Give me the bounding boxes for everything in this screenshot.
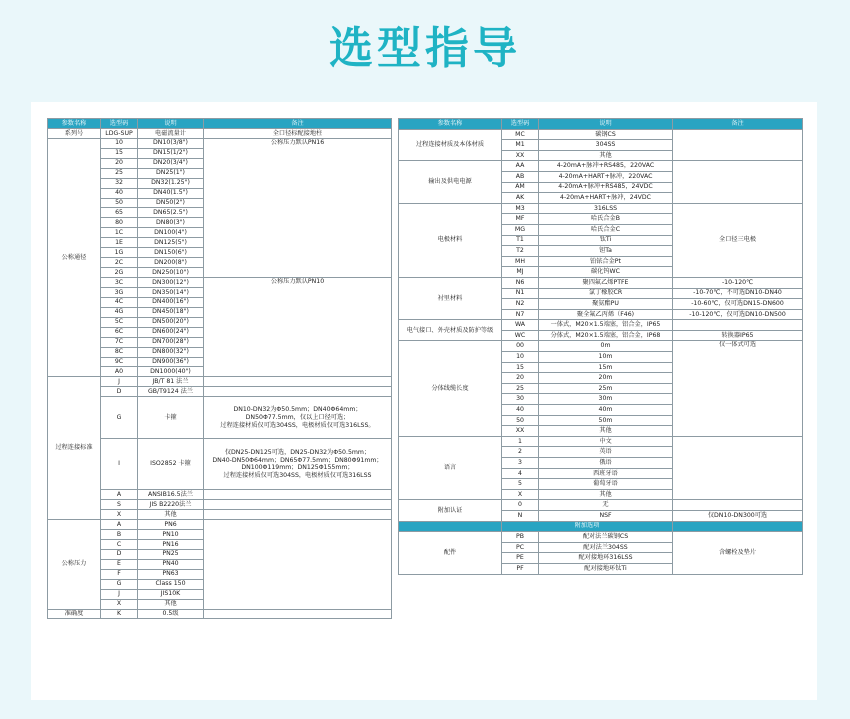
note-line: DN10-DN32为Φ50.5mm；DN40Φ64mm； [233, 406, 362, 414]
option-desc: DN500(20") [138, 317, 204, 327]
table-row [48, 609, 392, 619]
table-row [399, 341, 803, 352]
option-desc: 配对接地环316LSS [539, 553, 673, 564]
option-note [673, 320, 803, 331]
option-code: PC [502, 542, 539, 553]
option-code: 5C [101, 317, 138, 327]
option-desc: DN25(1") [138, 168, 204, 178]
option-code: WA [502, 320, 539, 331]
option-desc: 其他 [539, 426, 673, 437]
option-code: 2C [101, 258, 138, 268]
table-row [399, 203, 803, 214]
option-code: N2 [502, 299, 539, 310]
option-code: 40 [502, 405, 539, 416]
table-row [399, 277, 803, 288]
option-code: 3G [101, 287, 138, 297]
option-code: 30 [502, 394, 539, 405]
option-desc: DN125(5") [138, 238, 204, 248]
option-desc: 中文 [539, 436, 673, 447]
note-line: 过程连接材质仅可选304SS，电极材质仅可选316LSS。 [220, 421, 375, 429]
column-header: 选型码 [502, 119, 539, 130]
option-code: 5 [502, 479, 539, 490]
table-row [399, 500, 803, 511]
option-code: X [101, 599, 138, 609]
option-code: 9C [101, 357, 138, 367]
column-header: 说明 [539, 119, 673, 130]
param-name: 配件 [399, 532, 502, 574]
option-desc: 其他 [138, 510, 204, 520]
option-desc: 4-20mA+HART+脉冲，24VDC [539, 193, 673, 204]
option-desc: 0m [539, 341, 673, 352]
option-desc: DN400(16") [138, 297, 204, 307]
option-code: 25 [101, 168, 138, 178]
option-desc: 配对法兰碳钢CS [539, 532, 673, 543]
note-line: DN40-DN50Φ64mm；DN65Φ77.5mm；DN80Φ91mm； [212, 456, 383, 464]
table-row [399, 436, 803, 447]
option-code: PF [502, 563, 539, 574]
option-desc: PN6 [138, 520, 204, 530]
param-name: 语言 [399, 436, 502, 500]
option-note [673, 436, 803, 500]
selection-guide-panel [31, 102, 817, 700]
option-code: A0 [101, 367, 138, 377]
option-note [673, 500, 803, 511]
option-desc: DN1000(40") [138, 367, 204, 377]
option-code: 50 [502, 415, 539, 426]
subhead-spacer [399, 521, 502, 532]
option-code: D [101, 549, 138, 559]
param-name: 电气接口、外壳材质及防护等级 [399, 320, 502, 341]
option-code: 25 [502, 383, 539, 394]
option-desc: 卡箍 [138, 397, 204, 439]
option-code: A [101, 490, 138, 500]
column-header: 参数名称 [48, 119, 101, 129]
param-name: 附加认证 [399, 500, 502, 521]
option-note: 转换器IP65 [673, 330, 803, 341]
param-name: 衬里材料 [399, 277, 502, 319]
option-desc: JB/T 81 法兰 [138, 377, 204, 387]
option-note: -10-60℃，仅可选DN15-DN600 [673, 299, 803, 310]
option-code: M3 [502, 203, 539, 214]
option-code: 2G [101, 268, 138, 278]
option-desc: DN250(10") [138, 268, 204, 278]
option-desc: 4-20mA+脉冲+RS485，24VDC [539, 182, 673, 193]
option-desc: 英语 [539, 447, 673, 458]
option-code: M1 [502, 140, 539, 151]
option-code: MC [502, 129, 539, 140]
left-selection-table [47, 118, 392, 619]
option-code: 6C [101, 327, 138, 337]
option-note: 含螺栓及垫片 [673, 532, 803, 574]
table-row [48, 138, 392, 148]
option-desc: 25m [539, 383, 673, 394]
option-code: 20 [502, 373, 539, 384]
option-code: X [101, 510, 138, 520]
option-code: N1 [502, 288, 539, 299]
option-note [673, 161, 803, 203]
table-row [48, 377, 392, 387]
option-code: 10 [502, 352, 539, 363]
option-desc: DN300(12") [138, 278, 204, 288]
option-desc: Class 150 [138, 579, 204, 589]
table-row [399, 161, 803, 172]
option-code: 1G [101, 248, 138, 258]
option-code: S [101, 500, 138, 510]
option-desc: PN25 [138, 549, 204, 559]
option-code: T1 [502, 235, 539, 246]
option-note [204, 387, 392, 397]
option-code: 4 [502, 468, 539, 479]
option-desc: 哈氏合金C [539, 224, 673, 235]
option-code: 4C [101, 297, 138, 307]
option-desc: DN80(3") [138, 218, 204, 228]
option-desc: DN450(18") [138, 307, 204, 317]
option-code: A [101, 520, 138, 530]
option-code: B [101, 530, 138, 540]
option-note [204, 500, 392, 510]
option-code: 1C [101, 228, 138, 238]
option-desc: DN100(4") [138, 228, 204, 238]
option-code: XX [502, 150, 539, 161]
table-row [48, 520, 392, 530]
table-row [399, 521, 803, 532]
option-desc: 一体式，M20×1.5端塞，铝合金，IP65 [539, 320, 673, 331]
option-desc: PN63 [138, 569, 204, 579]
option-code: T2 [502, 246, 539, 257]
option-desc: DN40(1.5") [138, 188, 204, 198]
option-code: 15 [502, 362, 539, 373]
option-code: 20 [101, 158, 138, 168]
option-code: 65 [101, 208, 138, 218]
param-name: 过程连接标准 [48, 377, 101, 520]
note-line: 仅DN25-DN125可选，DN25-DN32为Φ50.5mm； [224, 448, 371, 456]
option-code: 50 [101, 198, 138, 208]
option-code: K [101, 609, 138, 619]
option-desc: DN200(8") [138, 258, 204, 268]
option-code: 1 [502, 436, 539, 447]
option-note: 全口径三电极 [673, 203, 803, 277]
option-desc: DN65(2.5") [138, 208, 204, 218]
option-code: J [101, 589, 138, 599]
option-code: E [101, 559, 138, 569]
option-desc: 0.5级 [138, 609, 204, 619]
option-desc: 分体式，M20×1.5端塞，铝合金，IP68 [539, 330, 673, 341]
param-name: 过程连接材质及本体材质 [399, 129, 502, 161]
option-desc: 钽Ta [539, 246, 673, 257]
column-header: 选型码 [101, 119, 138, 129]
option-desc: 10m [539, 352, 673, 363]
option-code: 00 [502, 341, 539, 352]
option-desc: 316LSS [539, 203, 673, 214]
option-note: -10-120℃ [673, 277, 803, 288]
option-note: 公称压力默认PN16 [204, 138, 392, 277]
option-desc: JIS B2220法兰 [138, 500, 204, 510]
option-code: LDG-SUP [101, 128, 138, 138]
param-name: 公称压力 [48, 520, 101, 609]
param-name: 输出及供电电源 [399, 161, 502, 203]
option-code: 40 [101, 188, 138, 198]
option-code: 1E [101, 238, 138, 248]
option-desc: 西班牙语 [539, 468, 673, 479]
option-desc: 304SS [539, 140, 673, 151]
option-note [204, 377, 392, 387]
option-note [204, 490, 392, 500]
table-row [48, 119, 392, 129]
option-desc: 碳化钨WC [539, 267, 673, 278]
option-desc: DN10(3/8") [138, 138, 204, 148]
option-code: AM [502, 182, 539, 193]
option-desc: 聚四氟乙烯PTFE [539, 277, 673, 288]
option-code: 3 [502, 458, 539, 469]
option-code: MF [502, 214, 539, 225]
option-code: 80 [101, 218, 138, 228]
option-code: 4G [101, 307, 138, 317]
option-code: WC [502, 330, 539, 341]
option-code: N [502, 510, 539, 521]
option-desc: 40m [539, 405, 673, 416]
option-code: C [101, 539, 138, 549]
option-note [204, 439, 392, 490]
option-code: AK [502, 193, 539, 204]
option-desc: 铂铱合金Pt [539, 256, 673, 267]
option-code: 0 [502, 500, 539, 511]
option-code: AB [502, 171, 539, 182]
table-row [399, 129, 803, 140]
option-note [204, 609, 392, 619]
option-code: 32 [101, 178, 138, 188]
option-desc: 无 [539, 500, 673, 511]
table-row [399, 532, 803, 543]
option-code: PE [502, 553, 539, 564]
option-desc: 碳钢CS [539, 129, 673, 140]
param-name: 分体线缆长度 [399, 341, 502, 436]
option-desc: 氯丁橡胶CR [539, 288, 673, 299]
option-desc: 4-20mA+脉冲+RS485，220VAC [539, 161, 673, 172]
subhead-title: 附加选项 [502, 521, 673, 532]
option-desc: 其他 [539, 150, 673, 161]
option-code: 3C [101, 278, 138, 288]
table-row [399, 119, 803, 130]
note-line: DN50Φ77.5mm，仅以上口径可选； [245, 413, 350, 421]
option-desc: JIS10K [138, 589, 204, 599]
option-desc: 4-20mA+HART+脉冲，220VAC [539, 171, 673, 182]
param-name: 系列号 [48, 128, 101, 138]
option-note: 仅DN10-DN300可选 [673, 510, 803, 521]
option-note: 全口径标配接地柱 [204, 128, 392, 138]
option-desc: ISO2852 卡箍 [138, 439, 204, 490]
page-title: 选型指导 [329, 23, 521, 74]
option-desc: ANSIB16.5法兰 [138, 490, 204, 500]
option-desc: 15m [539, 362, 673, 373]
option-desc: 钛Ti [539, 235, 673, 246]
option-desc: 30m [539, 394, 673, 405]
option-code: AA [502, 161, 539, 172]
option-code: 2 [502, 447, 539, 458]
option-desc: PN10 [138, 530, 204, 540]
option-desc: 20m [539, 373, 673, 384]
column-header: 备注 [673, 119, 803, 130]
column-header: 备注 [204, 119, 392, 129]
option-desc: DN20(3/4") [138, 158, 204, 168]
column-header: 说明 [138, 119, 204, 129]
option-note: -10-70℃，不可选DN10-DN40 [673, 288, 803, 299]
option-desc: DN32(1.25") [138, 178, 204, 188]
option-code: XX [502, 426, 539, 437]
option-desc: DN150(6") [138, 248, 204, 258]
option-code: 15 [101, 148, 138, 158]
option-desc: 聚全氟乙丙烯（F46) [539, 309, 673, 320]
option-code: MH [502, 256, 539, 267]
option-desc: GB/T9124 法兰 [138, 387, 204, 397]
param-name: 电极材料 [399, 203, 502, 277]
option-note [204, 397, 392, 439]
option-desc: 聚氨酯PU [539, 299, 673, 310]
option-code: 7C [101, 337, 138, 347]
option-code: PB [502, 532, 539, 543]
option-code: 8C [101, 347, 138, 357]
option-note: 仅一体式可选 [673, 341, 803, 436]
option-note [673, 129, 803, 161]
option-desc: 电磁流量计 [138, 128, 204, 138]
option-desc: 其他 [138, 599, 204, 609]
option-code: N7 [502, 309, 539, 320]
option-note: -10-120℃，仅可选DN10-DN500 [673, 309, 803, 320]
option-desc: DN600(24") [138, 327, 204, 337]
param-name: 准确度 [48, 609, 101, 619]
option-code: N6 [502, 277, 539, 288]
option-desc: DN800(32") [138, 347, 204, 357]
option-desc: 配对接地环钛Ti [539, 563, 673, 574]
option-desc: DN350(14") [138, 287, 204, 297]
option-desc: DN700(28") [138, 337, 204, 347]
option-code: F [101, 569, 138, 579]
subhead-spacer [673, 521, 803, 532]
option-note [204, 510, 392, 520]
option-code: J [101, 377, 138, 387]
option-desc: 50m [539, 415, 673, 426]
option-desc: NSF [539, 510, 673, 521]
option-code: G [101, 397, 138, 439]
option-code: I [101, 439, 138, 490]
note-line: 过程连接材质仅可选304SS，电极材质仅可选316LSS [223, 472, 372, 479]
option-desc: DN50(2") [138, 198, 204, 208]
option-desc: DN15(1/2") [138, 148, 204, 158]
option-code: D [101, 387, 138, 397]
option-code: X [502, 489, 539, 500]
table-row [399, 320, 803, 331]
option-desc: PN16 [138, 539, 204, 549]
option-code: G [101, 579, 138, 589]
table-row [48, 128, 392, 138]
option-note: 公称压力默认PN10 [204, 278, 392, 377]
column-header: 参数名称 [399, 119, 502, 130]
option-desc: 配对法兰304SS [539, 542, 673, 553]
option-note [204, 520, 392, 609]
note-line: DN100Φ119mm；DN125Φ155mm； [241, 464, 354, 472]
option-desc: 俄语 [539, 458, 673, 469]
option-desc: 其他 [539, 489, 673, 500]
option-desc: 葡萄牙语 [539, 479, 673, 490]
option-desc: 哈氏合金B [539, 214, 673, 225]
param-name: 公称通径 [48, 138, 101, 377]
right-selection-table [398, 118, 803, 575]
option-code: MG [502, 224, 539, 235]
option-code: MJ [502, 267, 539, 278]
option-desc: PN40 [138, 559, 204, 569]
option-desc: DN900(36") [138, 357, 204, 367]
option-code: 10 [101, 138, 138, 148]
